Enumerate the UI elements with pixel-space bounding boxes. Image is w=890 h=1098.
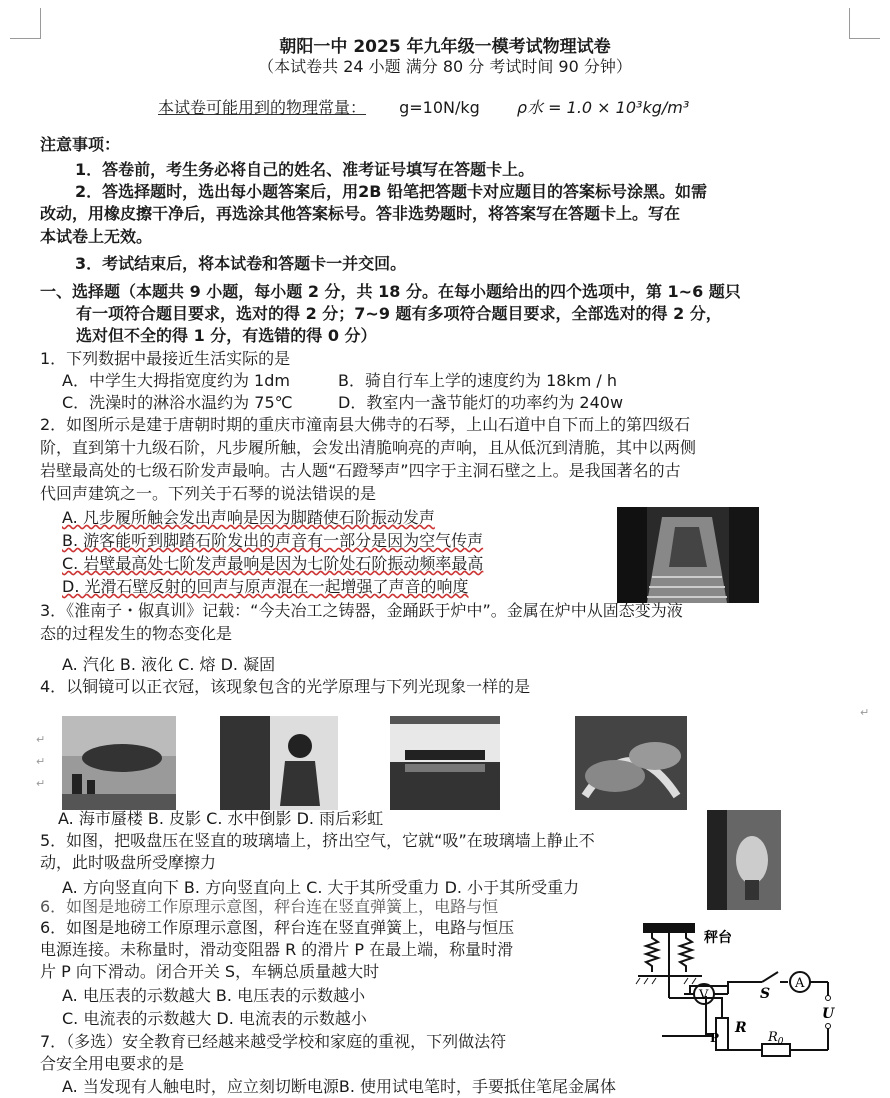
q2-line-2: 阶，直到第十九级石阶，凡步履所触，会发出清脆响亮的声响，且从低沉到清脆，其中以两侧 — [40, 438, 697, 457]
q3-line-2: 态的过程发生的物态变化是 — [40, 624, 233, 643]
q1-option-a: A．中学生大拇指宽度约为 1dm — [62, 371, 290, 390]
section-heading-line-1: 一、选择题（本题共 9 小题，每小题 2 分，共 18 分。在每小题给出的四个选项中，第 1~6 题只 — [40, 282, 741, 301]
switch-label: S — [760, 986, 771, 1002]
water-reflection-photo — [390, 716, 500, 810]
r0-label: $R_0$ — [768, 1030, 784, 1047]
notice-heading: 注意事项： — [40, 135, 121, 154]
section-heading-line-2: 有一项符合题目要求，选对的得 2 分；7~9 题有多项符合题目要求，全部选对的得 2 分， — [76, 304, 722, 323]
q1-option-d: D．教室内一盏节能灯的功率约为 240w — [338, 393, 624, 412]
voltmeter-symbol: V — [699, 988, 709, 1003]
constants-label: 本试卷可能用到的物理常量： — [158, 98, 367, 117]
constants-row — [158, 97, 689, 119]
exam-subtitle: （本试卷共 24 小题 满分 80 分 考试时间 90 分钟） — [258, 57, 632, 76]
slider-label: P — [710, 1031, 720, 1045]
rheostat-label: R — [735, 1020, 747, 1036]
q3-line-1: 3．《淮南子・俶真训》记载：“今夫冶工之铸器，金踊跃于炉中”。金属在炉中从固态变为液 — [40, 601, 683, 620]
q6-options-ab: A. 电压表的示数越大 B. 电压表的示数越小 — [62, 986, 366, 1005]
exam-title: 朝阳一中 2025 年九年级一模考试物理试卷 — [279, 37, 611, 57]
water-density-constant: ρ水 = 1.0 × 10³kg/m³ — [516, 98, 690, 117]
mirage-photo — [62, 716, 176, 810]
suction-cup-photo — [707, 810, 781, 910]
q5-line-1: 5．如图，把吸盘压在竖直的玻璃墙上，挤出空气，它就“吸”在玻璃墙上静止不 — [40, 831, 595, 850]
q7-line-1: 7．（多选）安全教育已经越来越受学校和家庭的重视，下列做法符 — [40, 1032, 507, 1051]
notice-item-2-line-2: 改动，用橡皮擦干净后，再选涂其他答案标号。答非选势题时，将答案写在答题卡上。写在 — [40, 204, 681, 223]
q4-stem: 4．以铜镜可以正衣冠，该现象包含的光学原理与下列光现象一样的是 — [40, 677, 531, 696]
q6-line-1: 6．如图是地磅工作原理示意图，秤台连在竖直弹簧上，电路与恒压 — [40, 918, 515, 937]
q6-overlap-fragment: 6．如图是地磅工作原理示意图，秤台连在竖直弹簧上，电路与恒 — [40, 897, 499, 916]
notice-item-3: 3．考试结束后，将本试卷和答题卡一并交回。 — [75, 254, 407, 273]
notice-item-2-line-3: 本试卷上无效。 — [40, 227, 153, 246]
q7-line-2: 合安全用电要求的是 — [40, 1054, 185, 1073]
q2-line-1: 2．如图所示是建于唐朝时期的重庆市潼南县大佛寺的石琴，上山石道中自下而上的第四级石 — [40, 415, 691, 434]
ammeter-symbol: A — [795, 976, 805, 991]
stone-qin-photo — [617, 507, 759, 603]
corner-mark-right — [849, 8, 880, 39]
section-heading-line-3: 选对但不全的得 1 分，有选错的得 0 分） — [76, 326, 377, 345]
q2-option-d: D. 光滑石壁反射的回声与原声混在一起增强了声音的响度 — [62, 577, 469, 596]
shadow-play-photo — [220, 716, 338, 810]
platform-label: 秤台 — [704, 930, 732, 946]
q3-options: A. 汽化 B. 液化 C. 熔 D. 凝固 — [62, 655, 276, 674]
q2-option-a: A. 凡步履所触会发出声响是因为脚踏使石阶振动发声 — [62, 508, 435, 527]
source-label: U — [822, 1006, 835, 1022]
q1-option-c: C．洗澡时的淋浴水温约为 75℃ — [62, 393, 293, 412]
q1-option-b: B．骑自行车上学的速度约为 18km / h — [338, 371, 617, 390]
q7-options: A. 当发现有人触电时，应立刻切断电源B. 使用试电笔时，手要抵住笔尾金属体 — [62, 1077, 616, 1096]
paragraph-mark: ↵ — [860, 706, 870, 719]
corner-mark-left — [10, 8, 41, 39]
q2-option-b: B. 游客能听到脚踏石阶发出的声音有一部分是因为空气传声 — [62, 531, 484, 550]
q6-options-cd: C. 电流表的示数越大 D. 电流表的示数越小 — [62, 1009, 367, 1028]
g-constant: g=10N/kg — [399, 98, 480, 117]
q2-line-4: 代回声建筑之一。下列关于石琴的说法错误的是 — [40, 484, 377, 503]
q2-option-c: C. 岩壁最高处七阶发声最响是因为七阶处石阶振动频率最高 — [62, 554, 484, 573]
notice-item-1: 1．答卷前，考生务必将自己的姓名、准考证号填写在答题卡上。 — [75, 160, 535, 179]
q6-line-3: 片 P 向下滑动。闭合开关 S，车辆总质量越大时 — [40, 962, 380, 981]
q2-line-3: 岩壁最高处的七级石阶发声最响。古人题“石蹬琴声”四字于主洞石壁之上。是我国著名的古 — [40, 461, 681, 480]
q4-options: A. 海市蜃楼 B. 皮影 C. 水中倒影 D. 雨后彩虹 — [58, 809, 384, 828]
notice-item-2-line-1: 2．答选择题时，选出每小题答案后，用2B 铅笔把答题卡对应题目的答案标号涂黑。如需 — [75, 182, 708, 201]
weighbridge-circuit-diagram — [632, 916, 846, 1058]
q5-options: A. 方向竖直向下 B. 方向竖直向上 C. 大于其所受重力 D. 小于其所受重力 — [62, 878, 580, 897]
rainbow-photo — [575, 716, 687, 810]
q6-line-2: 电源连接。未称量时，滑动变阻器 R 的滑片 P 在最上端，称量时滑 — [40, 940, 514, 959]
q1-stem: 1．下列数据中最接近生活实际的是 — [40, 349, 291, 368]
q5-line-2: 动，此时吸盘所受摩擦力 — [40, 853, 217, 872]
